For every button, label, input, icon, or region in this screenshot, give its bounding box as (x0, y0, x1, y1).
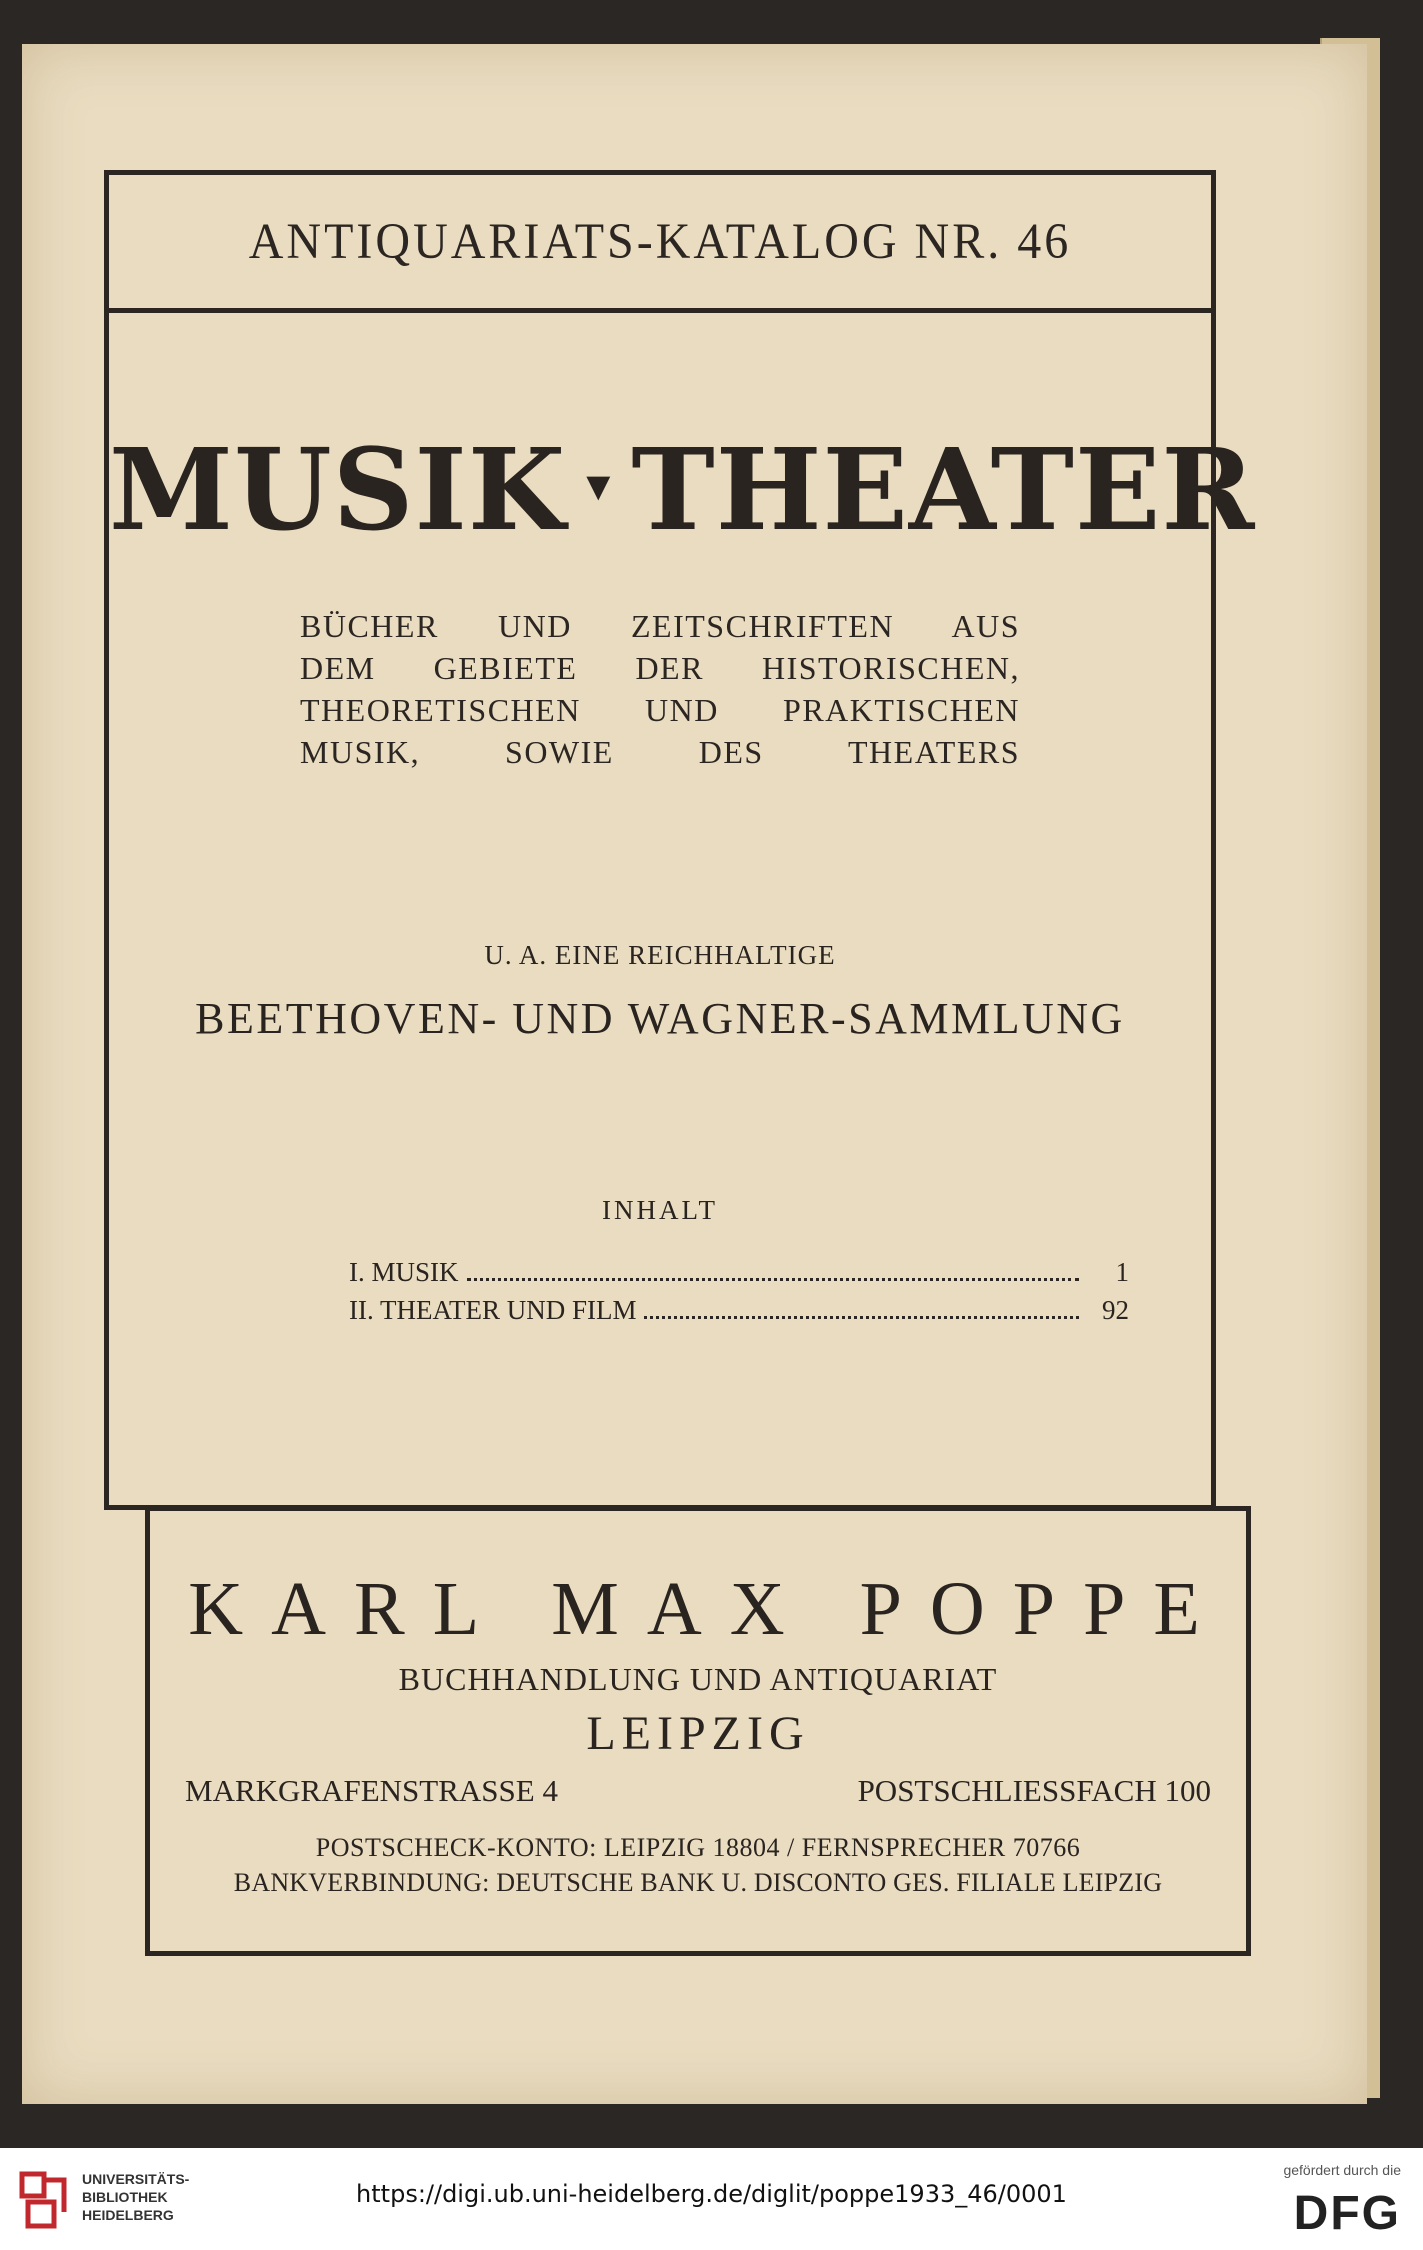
postscheck-line: POSTSCHECK-KONTO: LEIPZIG 18804 / FERNSPRECHER 70766 (315, 1833, 1081, 1862)
main-title-theater: THEATER (631, 425, 1256, 556)
toc-label: I. MUSIK (349, 1257, 459, 1287)
viewer-footer (0, 2148, 1423, 2250)
collection-title: BEETHOVEN- UND WAGNER-SAMMLUNG (195, 994, 1125, 1043)
street-address: MARKGRAFENSTRASSE 4 (185, 1773, 558, 1808)
toc-entry (349, 1295, 1129, 1333)
publisher-trade: BUCHHANDLUNG UND ANTIQUARIAT (398, 1661, 998, 1697)
toc-leader (644, 1316, 1079, 1319)
publisher-city: LEIPZIG (586, 1707, 810, 1760)
library-name-line: BIBLIOTHEK (82, 2189, 168, 2205)
toc-page-number: 92 (1102, 1295, 1129, 1325)
subtitle-line: MUSIK, SOWIE DES THEATERS (300, 734, 1020, 770)
catalog-number-box (109, 175, 1211, 313)
permalink-url[interactable]: https://digi.ub.uni-heidelberg.de/diglit/poppe1933_46/0001 (356, 2180, 1067, 2208)
ua-line: U. A. EINE REICHHALTIGE (484, 940, 836, 970)
catalog-title: ANTIQUARIATS-KATALOG NR. 46 (248, 213, 1072, 270)
title-frame (104, 170, 1256, 1510)
po-box: POSTSCHLIESSFACH 100 (857, 1773, 1211, 1808)
funding-note: gefördert durch die (1283, 2162, 1401, 2178)
catalog-cover-page (22, 44, 1367, 2104)
toc-leader (467, 1278, 1079, 1281)
library-name-line: UNIVERSITÄTS- (82, 2171, 190, 2187)
bank-line: BANKVERBINDUNG: DEUTSCHE BANK U. DISCONTO GES. FILIALE LEIPZIG (233, 1868, 1163, 1897)
toc-page-number: 1 (1115, 1257, 1129, 1287)
table-of-contents (349, 1257, 1129, 1333)
subtitle-line: DEM GEBIETE DER HISTORISCHEN, (300, 650, 1020, 686)
library-name-line: HEIDELBERG (82, 2207, 174, 2223)
main-title-musik: MUSIK (109, 425, 567, 556)
title-separator-icon: ▾ (586, 457, 612, 513)
address-row (185, 1773, 1211, 1809)
contents-heading: INHALT (602, 1195, 718, 1225)
main-title (109, 425, 1256, 556)
subtitle-line: THEORETISCHEN UND PRAKTISCHEN (300, 692, 1020, 728)
subtitle-block (109, 605, 1211, 773)
publisher-frame (145, 1506, 1251, 1956)
toc-label: II. THEATER UND FILM (349, 1295, 637, 1325)
dfg-logo[interactable]: DFG (1293, 2187, 1401, 2240)
toc-entry (349, 1257, 1129, 1295)
publisher-name: KARL MAX POPPE (188, 1567, 1228, 1651)
subtitle-line: BÜCHER UND ZEITSCHRIFTEN AUS (300, 608, 1020, 644)
